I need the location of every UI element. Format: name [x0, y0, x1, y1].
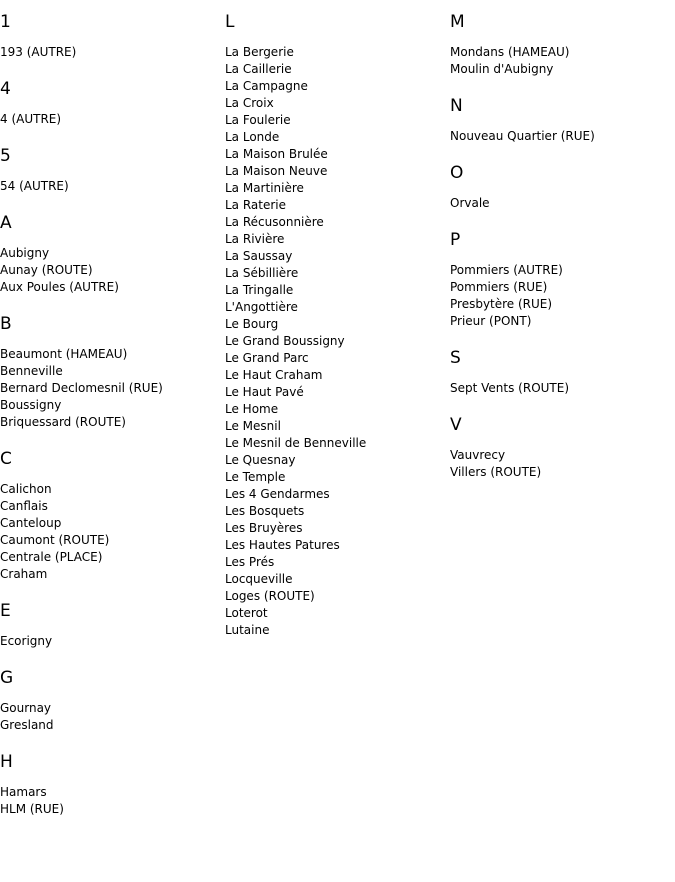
letter-group [450, 415, 675, 481]
street-link[interactable]: Beaumont (HAMEAU) [0, 347, 128, 361]
street-list-item [0, 633, 225, 650]
street-link[interactable]: Canteloup [0, 516, 62, 530]
street-list-item [0, 566, 225, 583]
street-list-item [0, 801, 225, 818]
street-list-item [225, 316, 450, 333]
letter-group [0, 752, 225, 818]
street-link[interactable]: Calichon [0, 482, 52, 496]
street-link[interactable]: Le Mesnil de Benneville [225, 436, 367, 450]
street-link[interactable]: La Maison Brulée [225, 147, 328, 161]
letter-group [0, 79, 225, 128]
street-link[interactable]: HLM (RUE) [0, 802, 64, 816]
street-list-item [225, 486, 450, 503]
street-list-item [225, 588, 450, 605]
street-list-item [225, 282, 450, 299]
street-link[interactable]: La Raterie [225, 198, 287, 212]
letter-heading: L [225, 12, 235, 32]
street-link[interactable]: Les 4 Gendarmes [225, 487, 330, 501]
letter-group [450, 96, 675, 145]
street-list-item [225, 418, 450, 435]
street-index-column-3 [450, 0, 675, 499]
street-list-item [225, 231, 450, 248]
street-list [0, 700, 225, 734]
street-list-item [450, 464, 675, 481]
street-list-item [225, 214, 450, 231]
street-link[interactable]: Orvale [450, 196, 490, 210]
street-list-item [225, 622, 450, 639]
street-list-item [225, 435, 450, 452]
street-list-item [225, 299, 450, 316]
letter-group [0, 601, 225, 650]
street-link[interactable]: Lutaine [225, 623, 270, 637]
letter-group [225, 12, 450, 639]
street-list-item [225, 605, 450, 622]
letter-group [450, 348, 675, 397]
street-list-item [0, 498, 225, 515]
street-link[interactable]: Les Prés [225, 555, 275, 569]
street-list [450, 262, 675, 330]
street-list [0, 111, 225, 128]
street-link[interactable]: Le Haut Craham [225, 368, 323, 382]
letter-group [0, 146, 225, 195]
street-list-item [450, 44, 675, 61]
street-index-column-2 [225, 0, 450, 657]
street-list-item [225, 333, 450, 350]
street-link[interactable]: La Tringalle [225, 283, 294, 297]
street-link[interactable]: Vauvrecy [450, 448, 506, 462]
street-list-item [0, 549, 225, 566]
street-link[interactable]: Les Bruyères [225, 521, 303, 535]
street-link[interactable]: Gresland [0, 718, 54, 732]
street-link[interactable]: Le Temple [225, 470, 286, 484]
street-list [0, 346, 225, 431]
street-list-item [225, 350, 450, 367]
street-list [225, 44, 450, 639]
street-link[interactable]: La Croix [225, 96, 274, 110]
street-link[interactable]: Aunay (ROUTE) [0, 263, 93, 277]
street-list-item [225, 571, 450, 588]
street-list-item [225, 554, 450, 571]
street-link[interactable]: Benneville [0, 364, 63, 378]
street-list [0, 245, 225, 296]
street-link[interactable]: La Campagne [225, 79, 308, 93]
street-list-item [450, 296, 675, 313]
street-link[interactable]: La Sébillière [225, 266, 299, 280]
letter-heading: P [450, 230, 461, 250]
street-list-item [0, 363, 225, 380]
letter-heading: 5 [0, 146, 11, 166]
street-link[interactable]: La Maison Neuve [225, 164, 328, 178]
street-link[interactable]: Ecorigny [0, 634, 53, 648]
street-list-item [0, 414, 225, 431]
street-link[interactable]: Aubigny [0, 246, 50, 260]
street-list-item [225, 520, 450, 537]
street-list-item [225, 265, 450, 282]
street-list-item [450, 262, 675, 279]
letter-heading: M [450, 12, 465, 32]
street-list [0, 44, 225, 61]
street-list-item [450, 128, 675, 145]
street-list-item [225, 384, 450, 401]
street-list-item [225, 367, 450, 384]
street-link[interactable]: L'Angottière [225, 300, 298, 314]
street-list-item [225, 78, 450, 95]
street-list-item [450, 380, 675, 397]
street-link[interactable]: La Saussay [225, 249, 293, 263]
street-link[interactable]: Le Home [225, 402, 279, 416]
street-list-item [225, 401, 450, 418]
street-list [450, 128, 675, 145]
street-list-item [225, 61, 450, 78]
street-link[interactable]: Hamars [0, 785, 47, 799]
street-list-item [0, 532, 225, 549]
street-list-item [450, 61, 675, 78]
street-list [0, 633, 225, 650]
street-link[interactable]: Le Mesnil [225, 419, 281, 433]
street-link[interactable]: La Bergerie [225, 45, 294, 59]
letter-heading: C [0, 449, 12, 469]
street-link[interactable]: La Foulerie [225, 113, 291, 127]
street-link[interactable]: Presbytère (RUE) [450, 297, 553, 311]
street-link[interactable]: Aux Poules (AUTRE) [0, 280, 119, 294]
street-list-item [0, 245, 225, 262]
letter-group [450, 163, 675, 212]
street-link[interactable]: 4 (AUTRE) [0, 112, 62, 126]
street-link[interactable]: Gournay [0, 701, 52, 715]
street-link[interactable]: Le Bourg [225, 317, 279, 331]
street-link[interactable]: Moulin d'Aubigny [450, 62, 554, 76]
street-index-column-1 [0, 0, 225, 836]
street-link[interactable]: La Caillerie [225, 62, 292, 76]
street-link[interactable]: Mondans (HAMEAU) [450, 45, 570, 59]
letter-group [450, 12, 675, 78]
street-list-item [450, 279, 675, 296]
letter-group [450, 230, 675, 330]
street-list-item [0, 262, 225, 279]
street-link[interactable]: Bernard Declomesnil (RUE) [0, 381, 163, 395]
street-link[interactable]: Loterot [225, 606, 268, 620]
street-list-item [0, 700, 225, 717]
street-list-item [0, 346, 225, 363]
street-link[interactable]: Caumont (ROUTE) [0, 533, 110, 547]
street-link[interactable]: 54 (AUTRE) [0, 179, 69, 193]
street-link[interactable]: Le Haut Pavé [225, 385, 304, 399]
street-link[interactable]: Pommiers (RUE) [450, 280, 548, 294]
letter-heading: S [450, 348, 461, 368]
letter-group [0, 213, 225, 296]
street-list-item [225, 146, 450, 163]
street-link[interactable]: La Londe [225, 130, 280, 144]
letter-heading: B [0, 314, 12, 334]
street-link[interactable]: Le Quesnay [225, 453, 296, 467]
street-link[interactable]: Nouveau Quartier (RUE) [450, 129, 595, 143]
street-list-item [0, 44, 225, 61]
letter-heading: 1 [0, 12, 11, 32]
street-link[interactable]: Briquessard (ROUTE) [0, 415, 126, 429]
street-link[interactable]: Les Hautes Patures [225, 538, 340, 552]
street-link[interactable]: Craham [0, 567, 48, 581]
street-list-item [450, 447, 675, 464]
letter-heading: V [450, 415, 462, 435]
street-link[interactable]: Locqueville [225, 572, 293, 586]
letter-heading: G [0, 668, 14, 688]
street-list [0, 481, 225, 583]
street-list-item [450, 313, 675, 330]
street-link[interactable]: Pommiers (AUTRE) [450, 263, 563, 277]
street-list-item [225, 112, 450, 129]
street-list-item [225, 163, 450, 180]
street-link[interactable]: La Martinière [225, 181, 304, 195]
street-list-item [225, 537, 450, 554]
letter-heading: N [450, 96, 463, 116]
street-list-item [225, 452, 450, 469]
street-list [450, 195, 675, 212]
letter-heading: 4 [0, 79, 11, 99]
street-link[interactable]: Villers (ROUTE) [450, 465, 542, 479]
street-list-item [0, 784, 225, 801]
street-list-item [225, 44, 450, 61]
street-list-item [225, 95, 450, 112]
street-link[interactable]: Boussigny [0, 398, 62, 412]
street-list-item [0, 111, 225, 128]
street-link[interactable]: Sept Vents (ROUTE) [450, 381, 570, 395]
street-list [0, 178, 225, 195]
letter-group [0, 314, 225, 431]
letter-heading: H [0, 752, 13, 772]
letter-heading: E [0, 601, 11, 621]
street-list-item [225, 197, 450, 214]
street-list-item [225, 503, 450, 520]
street-list-item [0, 481, 225, 498]
street-link[interactable]: Prieur (PONT) [450, 314, 532, 328]
street-list-item [225, 248, 450, 265]
street-list-item [0, 380, 225, 397]
street-list [0, 784, 225, 818]
street-link[interactable]: Le Grand Boussigny [225, 334, 345, 348]
letter-group [0, 12, 225, 61]
street-list-item [0, 717, 225, 734]
street-list-item [0, 515, 225, 532]
street-list-item [225, 129, 450, 146]
street-link[interactable]: Loges (ROUTE) [225, 589, 315, 603]
letter-heading: O [450, 163, 464, 183]
street-link[interactable]: La Rivière [225, 232, 285, 246]
street-list [450, 447, 675, 481]
street-list-item [0, 279, 225, 296]
letter-group [0, 668, 225, 734]
street-link[interactable]: 193 (AUTRE) [0, 45, 77, 59]
street-list-item [225, 180, 450, 197]
street-link[interactable]: La Récusonnière [225, 215, 324, 229]
street-list [450, 380, 675, 397]
street-link[interactable]: Centrale (PLACE) [0, 550, 103, 564]
street-link[interactable]: Le Grand Parc [225, 351, 309, 365]
street-list-item [450, 195, 675, 212]
street-link[interactable]: Canflais [0, 499, 48, 513]
street-list [450, 44, 675, 78]
letter-group [0, 449, 225, 583]
letter-heading: A [0, 213, 12, 233]
street-list-item [0, 178, 225, 195]
street-list-item [225, 469, 450, 486]
street-list-item [0, 397, 225, 414]
street-link[interactable]: Les Bosquets [225, 504, 305, 518]
